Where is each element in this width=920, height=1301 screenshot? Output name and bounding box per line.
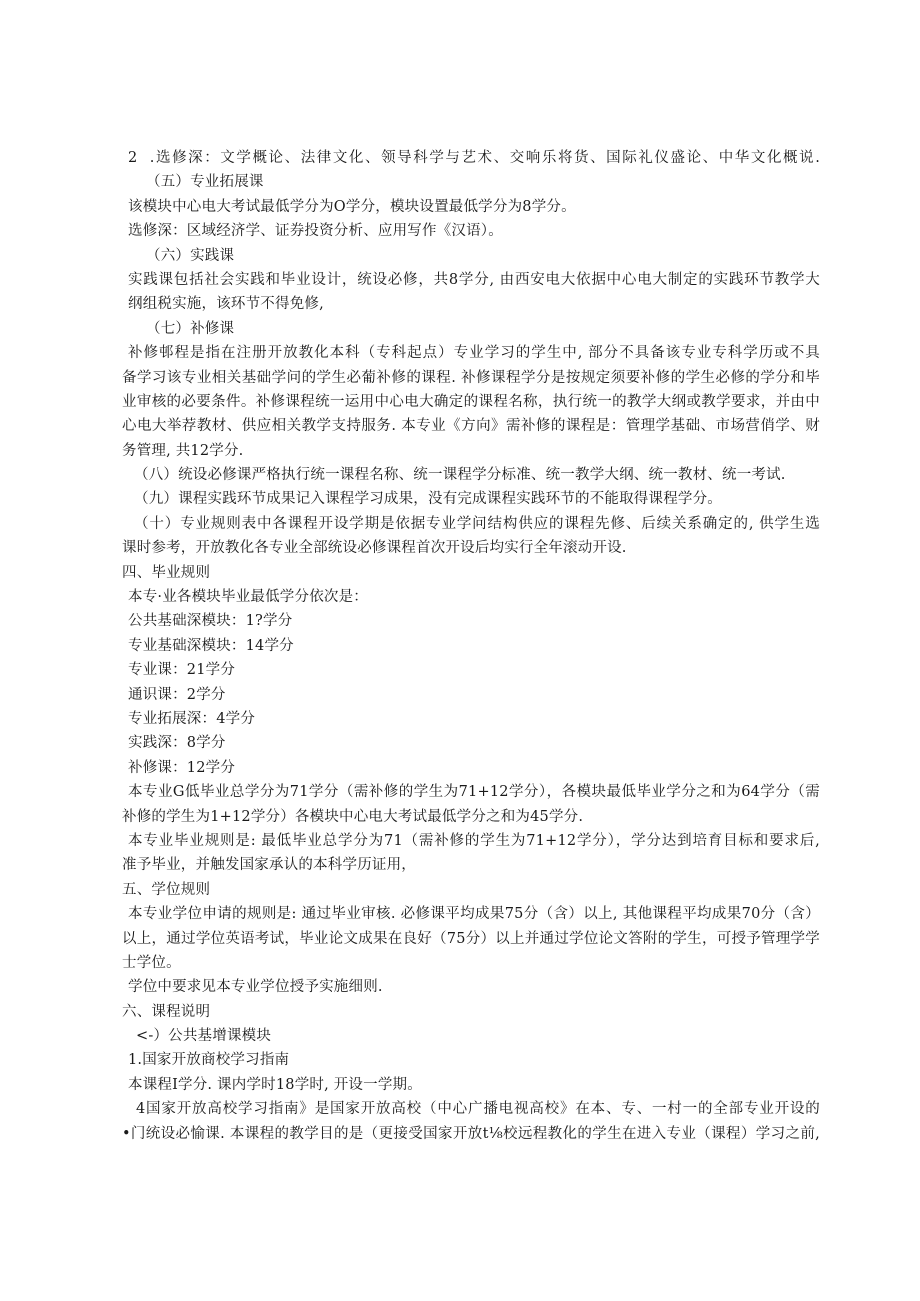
text-line: （九）课程实践环节成果记入课程学习成果，没有完成课程实践环节的不能取得课程学分。: [134, 491, 722, 508]
text-line: 4国家开放高校学习指南》是国家开放高校（中心广播电视高校》在本、专、一村一的全部专业开设的: [136, 1101, 820, 1118]
text-line: 该模块中心电大考试最低学分为O学分，模块设置最低学分为8学分。: [128, 198, 576, 215]
text-line: 专业基础深模块：14学分: [128, 637, 294, 654]
text-line: 公共基础深模块：1?学分: [128, 613, 293, 630]
text-line: （十）专业规则表中各课程开设学期是依据专业学问结构供应的课程先修、后续关系确定的, 供学生选: [134, 515, 820, 532]
text-line: 备学习该专业相关基础学问的学生必葡补修的课程. 补修课程学分是按规定须要补修的学生必修的学分和毕: [122, 369, 820, 386]
text-line: 四、毕业规则: [122, 564, 211, 581]
text-line: 业审核的必要条件。补修课程统一运用中心电大确定的课程名称，执行统一的教学大纲或教学要求，并由中: [122, 393, 820, 410]
text-line: <-）公共基增课模块: [136, 1028, 272, 1045]
text-line: （六）实践课: [146, 247, 235, 264]
text-line: 选修深：区域经济学、证券投资分析、应用写作《汉语）。: [128, 223, 503, 240]
text-line: 以上，通过学位英语考试，毕业论文成果在良好（75分）以上并通过学位论文答附的学生，可授予管理学学: [122, 930, 820, 947]
text-line: 学位中要求见本专业学位授予实施细则.: [128, 979, 383, 996]
text-line: 通识课：2学分: [128, 686, 226, 703]
text-line: （八）统设必修课严格执行统一课程名称、统一课程学分标准、统一教学大纲、统一教材、统一考试.: [134, 467, 786, 484]
document-page: [122, 146, 828, 1146]
text-line: 五、学位规则: [122, 881, 211, 898]
text-line: 专业课：21学分: [128, 662, 236, 679]
text-line: 实践深：8学分: [128, 735, 226, 752]
text-line: 纲组税实施，该环节不得免修,: [128, 296, 324, 313]
text-line: 本专业毕业规则是: 最低毕业总学分为71（需补修的学生为71+12学分），学分达到培育目标和要求后,: [128, 832, 820, 849]
text-line: 课时参考，开放教化各专业全部统设必修课程首次开设后均实行全年滚动开设.: [122, 540, 627, 557]
text-line: 心电大举荐教材、供应相关教学支持服务. 本专业《方向》需补修的课程是：管理学基础、市场营俏学、财: [122, 418, 820, 435]
text-line: （七）补修课: [146, 320, 235, 337]
text-line: 本专业G低毕业总学分为71学分（需补修的学生为71+12学分），各模块最低毕业学分之和为64学分（需: [128, 784, 820, 801]
text-line: （五）专业拓展课: [146, 174, 264, 191]
text-line: 士学位。: [122, 954, 181, 971]
text-line: 专业拓展深：4学分: [128, 710, 256, 727]
text-line: 2 .选修深：文学概论、法律文化、领导科学与艺术、交响乐将货、国际礼仪盛论、中华文化概说.: [128, 150, 820, 166]
text-line: 本课程I学分. 课内学时18学时, 开设一学期。: [128, 1076, 422, 1093]
text-line: 补修的学生为1+12学分）各模块中心电大考试最低学分之和为45学分.: [122, 808, 584, 825]
text-line: 本专·业各模块毕业最低学分依次是：: [128, 589, 369, 606]
text-line: 实践课包括社会实践和毕业设计，统设必修，共8学分, 由西安电大依据中心电大制定的实践环节教学大: [128, 271, 820, 288]
text-line: 务管理, 共12学分.: [122, 442, 244, 459]
text-line: 本专业学位申请的规则是: 通过毕业审核. 必修课平均成果75分（含）以上, 其他课程平均成果70分（含）: [128, 906, 820, 923]
text-line: 六、课程说明: [122, 1003, 211, 1020]
text-line: 1.国家开放商校学习指南: [128, 1052, 290, 1069]
text-line: •门统设必愉课. 本课程的教学目的是（更接受国家开放t⅛校远程教化的学生在进入专业（课程）学习之前,: [122, 1125, 820, 1142]
text-line: 准予毕业，并触发国家承认的本科学历证用，: [122, 857, 416, 874]
text-line: 补修邨程是指在注册开放教化本科（专科起点）专业学习的学生中, 部分不具备该专业专科学历或不具: [128, 345, 820, 362]
text-line: 补修课：12学分: [128, 759, 236, 776]
